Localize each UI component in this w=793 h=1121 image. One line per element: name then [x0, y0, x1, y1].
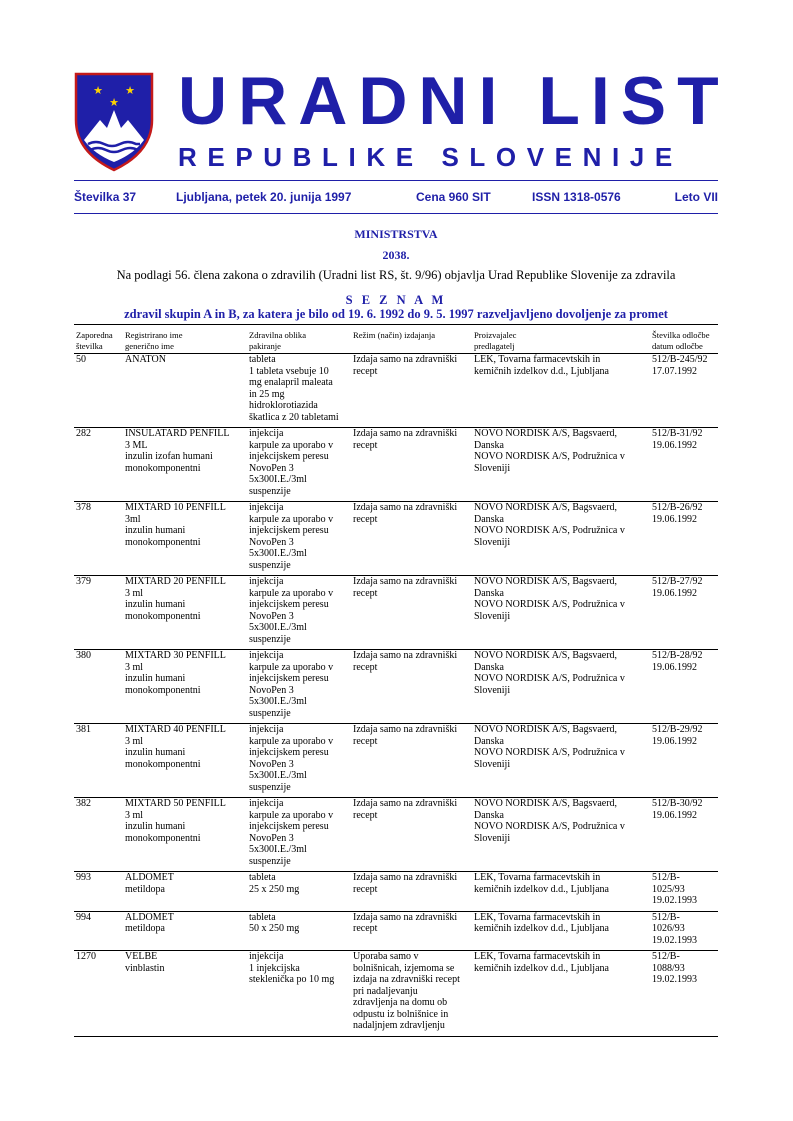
row-number: 282	[74, 428, 123, 502]
table-row	[74, 724, 718, 798]
manufacturer: LEK, Tovarna farmacevtskih in kemičnih izdelkov d.d., Ljubljana	[472, 951, 650, 1037]
table-row	[74, 951, 718, 1037]
medicines-table	[74, 324, 718, 1037]
table-row	[74, 911, 718, 951]
decision-number: 512/B- 1088/93 19.02.1993	[650, 951, 718, 1037]
list-subtitle: zdravil skupin A in B, za katera je bilo od 19. 6. 1992 do 9. 5. 1997 razveljavljeno dovoljenje za promet	[124, 307, 668, 321]
manufacturer: NOVO NORDISK A/S, Bagsvaerd, Danska NOVO NORDISK A/S, Podružnica v Sloveniji	[472, 576, 650, 650]
table-row	[74, 872, 718, 912]
dispensing-regime: Uporaba samo v bolnišnicah, izjemoma se izdaja na zdravniški recept pri nadaljevanju zdravljenja na domu ob odpustu iz bolnišnice in nadaljnjem zdravljenju	[351, 951, 472, 1037]
manufacturer: LEK, Tovarna farmacevtskih in kemičnih izdelkov d.d., Ljubljana	[472, 872, 650, 912]
row-number: 381	[74, 724, 123, 798]
decision-number: 512/B- 1025/93 19.02.1993	[650, 872, 718, 912]
registered-name: MIXTARD 50 PENFILL 3 ml inzulin humani monokomponentni	[123, 798, 247, 872]
pharmaceutical-form: injekcija 1 injekcijska steklenička po 10 mg	[247, 951, 351, 1037]
manufacturer: NOVO NORDISK A/S, Bagsvaerd, Danska NOVO NORDISK A/S, Podružnica v Sloveniji	[472, 428, 650, 502]
pharmaceutical-form: injekcija karpule za uporabo v injekcijskem peresu NovoPen 3 5x300I.E./3ml suspenzije	[247, 650, 351, 724]
volume-year: Leto VII	[674, 190, 718, 204]
table-header-row	[74, 325, 718, 354]
pharmaceutical-form: injekcija karpule za uporabo v injekcijskem peresu NovoPen 3 5x300I.E./3ml suspenzije	[247, 724, 351, 798]
intro-paragraph: Na podlagi 56. člena zakona o zdravilih (Uradni list RS, št. 9/96) objavlja Urad Republike Slovenije za zdravila	[116, 268, 676, 282]
pharmaceutical-form: injekcija karpule za uporabo v injekcijskem peresu NovoPen 3 5x300I.E./3ml suspenzije	[247, 502, 351, 576]
table-row	[74, 650, 718, 724]
registered-name: MIXTARD 10 PENFILL 3ml inzulin humani monokomponentni	[123, 502, 247, 576]
dispensing-regime: Izdaja samo na zdravniški recept	[351, 724, 472, 798]
row-number: 378	[74, 502, 123, 576]
dispensing-regime: Izdaja samo na zdravniški recept	[351, 911, 472, 951]
row-number: 994	[74, 911, 123, 951]
registered-name: ANATON	[123, 354, 247, 428]
row-number: 993	[74, 872, 123, 912]
dispensing-regime: Izdaja samo na zdravniški recept	[351, 354, 472, 428]
table-row	[74, 354, 718, 428]
column-header: Številka odločbe datum odločbe	[650, 325, 718, 354]
registered-name: INSULATARD PENFILL 3 ML inzulin izofan humani monokomponentni	[123, 428, 247, 502]
registered-name: MIXTARD 30 PENFILL 3 ml inzulin humani monokomponentni	[123, 650, 247, 724]
decision-number: 512/B-26/92 19.06.1992	[650, 502, 718, 576]
pharmaceutical-form: injekcija karpule za uporabo v injekcijskem peresu NovoPen 3 5x300I.E./3ml suspenzije	[247, 428, 351, 502]
dispensing-regime: Izdaja samo na zdravniški recept	[351, 502, 472, 576]
svg-text:★: ★	[93, 85, 103, 97]
svg-text:★: ★	[109, 97, 119, 109]
newspaper-title: URADNI LIST	[178, 63, 730, 139]
column-header: Zdravilna oblika pakiranje	[247, 325, 351, 354]
issue-info-bar	[74, 180, 718, 214]
table-row	[74, 798, 718, 872]
decision-number: 512/B-31/92 19.06.1992	[650, 428, 718, 502]
newspaper-subtitle: REPUBLIKE SLOVENIJE	[178, 142, 683, 172]
price: Cena 960 SIT	[416, 190, 491, 204]
pharmaceutical-form: tableta 50 x 250 mg	[247, 911, 351, 951]
registered-name: MIXTARD 20 PENFILL 3 ml inzulin humani monokomponentni	[123, 576, 247, 650]
issue-number: Številka 37	[74, 190, 137, 204]
table-row	[74, 576, 718, 650]
dispensing-regime: Izdaja samo na zdravniški recept	[351, 650, 472, 724]
coat-of-arms-logo	[74, 70, 154, 172]
dispensing-regime: Izdaja samo na zdravniški recept	[351, 576, 472, 650]
pharmaceutical-form: injekcija karpule za uporabo v injekcijskem peresu NovoPen 3 5x300I.E./3ml suspenzije	[247, 798, 351, 872]
decision-number: 512/B-29/92 19.06.1992	[650, 724, 718, 798]
pharmaceutical-form: tableta 25 x 250 mg	[247, 872, 351, 912]
decision-number: 512/B-28/92 19.06.1992	[650, 650, 718, 724]
section-heading: MINISTRSTVA	[354, 227, 438, 241]
pharmaceutical-form: tableta 1 tableta vsebuje 10 mg enalapril maleata in 25 mg hidroklorotiazida škatlica z 20 tabletami	[247, 354, 351, 428]
table-row	[74, 502, 718, 576]
manufacturer: NOVO NORDISK A/S, Bagsvaerd, Danska NOVO NORDISK A/S, Podružnica v Sloveniji	[472, 798, 650, 872]
decision-number: 512/B-27/92 19.06.1992	[650, 576, 718, 650]
row-number: 379	[74, 576, 123, 650]
registered-name: MIXTARD 40 PENFILL 3 ml inzulin humani monokomponentni	[123, 724, 247, 798]
dispensing-regime: Izdaja samo na zdravniški recept	[351, 798, 472, 872]
decision-number: 512/B- 1026/93 19.02.1993	[650, 911, 718, 951]
row-number: 382	[74, 798, 123, 872]
list-title: S E Z N A M	[345, 293, 447, 307]
decision-number: 512/B-30/92 19.06.1992	[650, 798, 718, 872]
column-header: Registrirano ime generično ime	[123, 325, 247, 354]
decision-number: 512/B-245/92 17.07.1992	[650, 354, 718, 428]
row-number: 1270	[74, 951, 123, 1037]
act-number: 2038.	[382, 248, 410, 262]
row-number: 380	[74, 650, 123, 724]
manufacturer: NOVO NORDISK A/S, Bagsvaerd, Danska NOVO NORDISK A/S, Podružnica v Sloveniji	[472, 724, 650, 798]
registered-name: ALDOMET metildopa	[123, 872, 247, 912]
column-header: Zaporedna številka	[74, 325, 123, 354]
manufacturer: NOVO NORDISK A/S, Bagsvaerd, Danska NOVO NORDISK A/S, Podružnica v Sloveniji	[472, 650, 650, 724]
manufacturer: LEK, Tovarna farmacevtskih in kemičnih izdelkov d.d., Ljubljana	[472, 354, 650, 428]
pharmaceutical-form: injekcija karpule za uporabo v injekcijskem peresu NovoPen 3 5x300I.E./3ml suspenzije	[247, 576, 351, 650]
place-date: Ljubljana, petek 20. junija 1997	[176, 190, 352, 204]
column-header: Proizvajalec predlagatelj	[472, 325, 650, 354]
svg-text:★: ★	[125, 85, 135, 97]
dispensing-regime: Izdaja samo na zdravniški recept	[351, 872, 472, 912]
row-number: 50	[74, 354, 123, 428]
manufacturer: LEK, Tovarna farmacevtskih in kemičnih izdelkov d.d., Ljubljana	[472, 911, 650, 951]
table-row	[74, 428, 718, 502]
column-header: Režim (način) izdajanja	[351, 325, 472, 354]
registered-name: VELBE vinblastin	[123, 951, 247, 1037]
manufacturer: NOVO NORDISK A/S, Bagsvaerd, Danska NOVO NORDISK A/S, Podružnica v Sloveniji	[472, 502, 650, 576]
dispensing-regime: Izdaja samo na zdravniški recept	[351, 428, 472, 502]
registered-name: ALDOMET metildopa	[123, 911, 247, 951]
issn: ISSN 1318-0576	[532, 190, 621, 204]
